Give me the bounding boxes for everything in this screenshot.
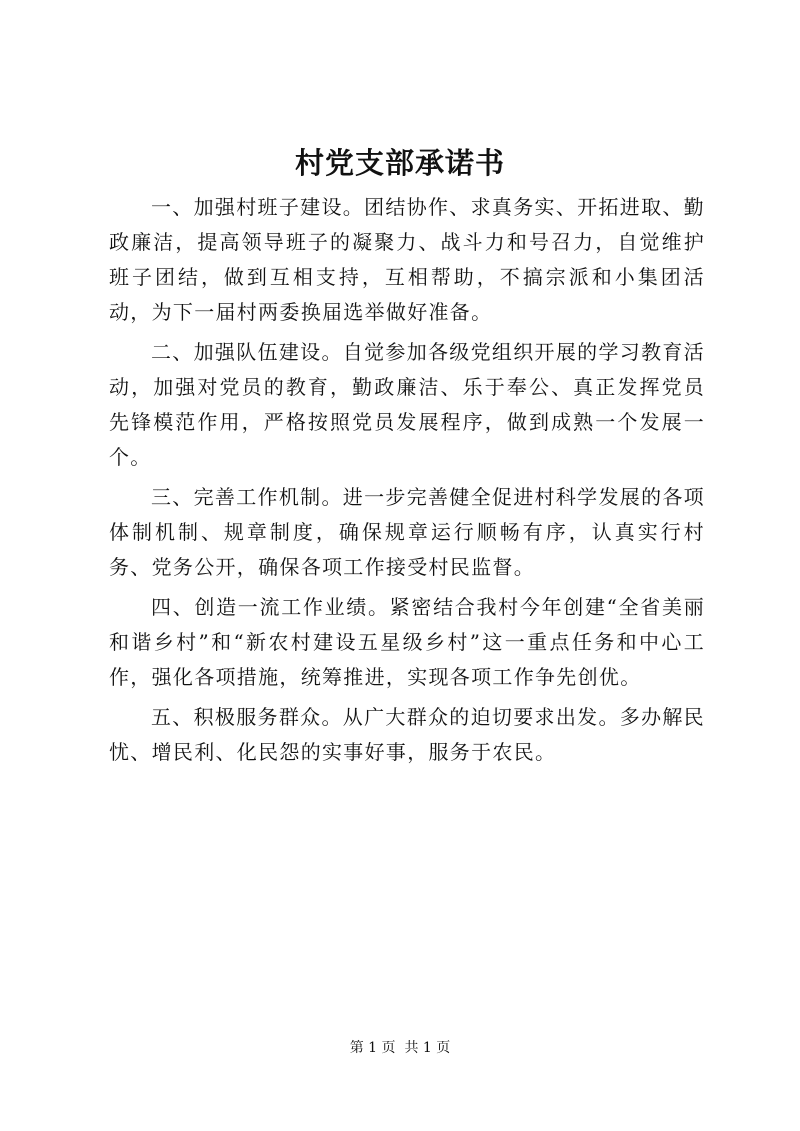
paragraph-3: 三、完善工作机制。进一步完善健全促进村科学发展的各项体制机制、规章制度，确保规章运行顺畅有序，认真实行村务、党务公开，确保各项工作接受村民监督。 [109, 485, 705, 579]
paragraph-4: 四、创造一流工作业绩。紧密结合我村今年创建“全省美丽和谐乡村”和“新农村建设五星级乡村”这一重点任务和中心工作，强化各项措施，统筹推进，实现各项工作争先创优。 [109, 595, 705, 689]
paragraph-5: 五、积极服务群众。从广大群众的迫切要求出发。多办解民忧、增民利、化民怨的实事好事，服务于农民。 [109, 705, 705, 764]
document-title: 村党支部承诺书 [294, 146, 505, 180]
paragraph-2: 二、加强队伍建设。自觉参加各级党组织开展的学习教育活动，加强对党员的教育，勤政廉洁、乐于奉公、真正发挥党员先锋模范作用，严格按照党员发展程序，做到成熟一个发展一个。 [109, 340, 705, 469]
paragraph-1: 一、加强村班子建设。团结协作、求真务实、开拓进取、勤政廉洁，提高领导班子的凝聚力、战斗力和号召力，自觉维护班子团结，做到互相支持，互相帮助，不搞宗派和小集团活动，为下一届村两委换届选举做好准备。 [109, 195, 705, 324]
page-number-indicator: 第 1 页 共 1 页 [349, 1040, 451, 1056]
page-footer [0, 1038, 800, 1058]
document-body [109, 190, 705, 775]
